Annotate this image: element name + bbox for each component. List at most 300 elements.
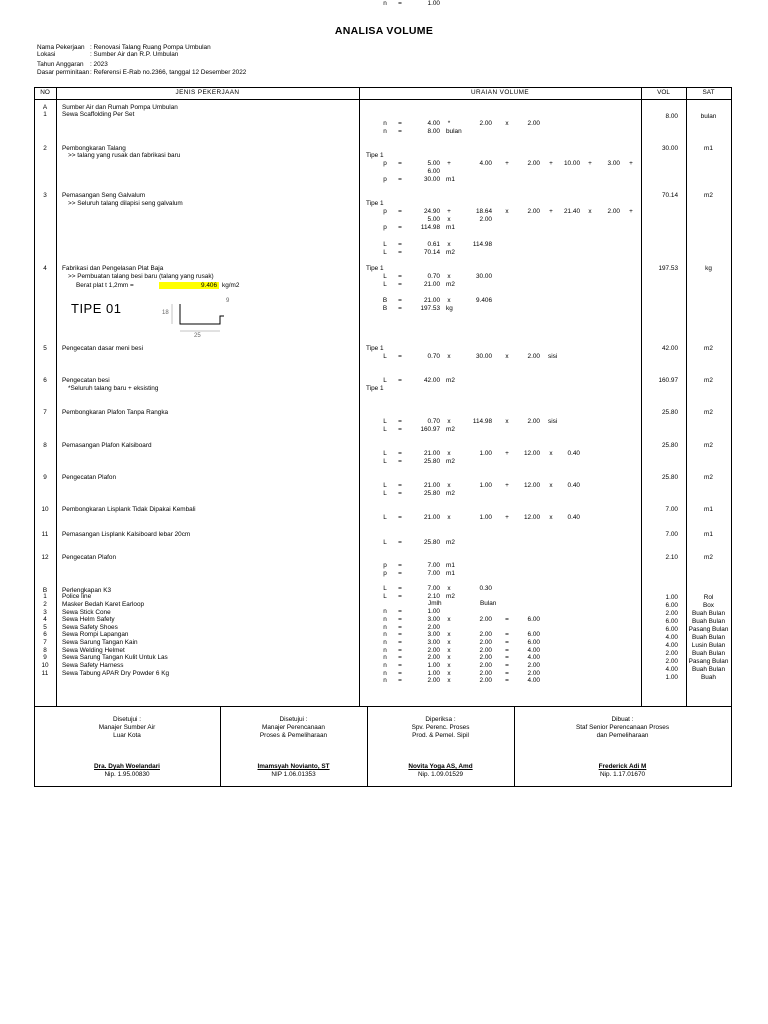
calc-token: = [398, 562, 402, 569]
col-divider-jenis [359, 87, 360, 706]
calc-token: 6.00 [527, 616, 540, 623]
calc-token: 160.97 [420, 426, 440, 433]
calc-token: 4.00 [527, 677, 540, 684]
calc-token: 30.00 [476, 353, 492, 360]
calc-token: 21.00 [424, 482, 440, 489]
calc-token: x [505, 208, 509, 215]
calc-token: n [383, 128, 387, 135]
item-description: >> Pembuatan talang besi baru (talang yang rusak) [68, 273, 214, 280]
volume-value: 2.00 [665, 658, 678, 665]
item-description: Pemasangan Seng Galvalum [62, 192, 146, 199]
item-number: 8 [43, 442, 47, 449]
calc-token: = [398, 249, 402, 256]
signature-role: Diperiksa : [425, 716, 456, 723]
calc-token: L [383, 585, 387, 592]
item-number: 11 [41, 670, 49, 677]
calc-token: = [398, 377, 402, 384]
calc-token: 2.00 [527, 208, 540, 215]
volume-value: 1.00 [665, 674, 678, 681]
calc-token: p [383, 176, 387, 183]
item-number: 4 [43, 265, 47, 272]
calc-token: x [447, 647, 451, 654]
calc-token: x [549, 482, 553, 489]
signature-nip: NIP 1.06.01353 [271, 771, 316, 778]
calc-token: + [629, 208, 633, 215]
calc-token: n [383, 120, 387, 127]
item-number: 3 [43, 192, 47, 199]
volume-unit: Buah Bulan [691, 634, 726, 641]
calc-token: = [398, 281, 402, 288]
volume-unit: m2 [704, 554, 713, 561]
info-value: : 2023 [90, 61, 108, 68]
volume-unit: m1 [704, 145, 713, 152]
calc-token: 0.70 [427, 418, 440, 425]
item-description: Masker Bedah Karet Earloop [62, 601, 145, 608]
volume-value: 4.00 [665, 634, 678, 641]
info-value: : Renovasi Talang Ruang Pompa Umbulan [90, 44, 211, 51]
calc-token: m2 [446, 539, 455, 546]
calc-token: p [383, 208, 387, 215]
plate-weight-label: Berat plat t 1,2mm = [76, 282, 134, 289]
calc-token: 2.00 [479, 654, 492, 661]
volume-unit: m1 [704, 531, 713, 538]
calc-token: L [383, 458, 387, 465]
calc-token: 21.00 [424, 450, 440, 457]
calc-token: 12.00 [524, 514, 540, 521]
item-description: Pembongkaran Talang [62, 145, 126, 152]
info-value: : Sumber Air dan R.P. Umbulan [90, 51, 179, 58]
col-divider-no [56, 87, 57, 706]
signature-name: Frederick Adi M [598, 763, 647, 770]
calc-token: 6.00 [527, 639, 540, 646]
volume-unit: Buah Bulan [691, 618, 726, 625]
calc-token: x [549, 450, 553, 457]
volume-value: 30.00 [662, 145, 678, 152]
calc-token: 42.00 [424, 377, 440, 384]
calc-token: + [447, 208, 451, 215]
calc-token: x [447, 654, 451, 661]
calc-token: = [398, 418, 402, 425]
item-description: Pengecatan Plafon [62, 554, 117, 561]
calc-token: 2.00 [427, 677, 440, 684]
calc-token: 24.90 [424, 208, 440, 215]
calc-token: = [398, 539, 402, 546]
volume-unit: Buah Bulan [691, 666, 726, 673]
calc-token: + [588, 160, 592, 167]
calc-token: 12.00 [524, 482, 540, 489]
volume-unit: m2 [704, 442, 713, 449]
item-number: 3 [43, 609, 47, 616]
calc-token: x [505, 120, 509, 127]
calc-token: 1.00 [479, 482, 492, 489]
calc-token: = [398, 662, 402, 669]
calc-token: 21.00 [424, 281, 440, 288]
volume-value: 25.80 [662, 409, 678, 416]
item-number: 6 [43, 377, 47, 384]
calc-token: 2.00 [527, 418, 540, 425]
signature-title: dan Pemeliharaan [596, 732, 649, 739]
calc-token: B [382, 305, 388, 312]
item-number: 9 [43, 654, 47, 661]
calc-token: x [447, 450, 451, 457]
calc-token: = [398, 273, 402, 280]
signature-title: Staf Senior Perencanaan Proses [575, 724, 670, 731]
calc-token: + [505, 160, 509, 167]
item-description: Sewa Safety Harness [62, 662, 124, 669]
calc-token: m2 [446, 490, 455, 497]
item-number: 7 [43, 409, 47, 416]
calc-token: 2.00 [527, 353, 540, 360]
calc-token: 2.00 [479, 639, 492, 646]
calc-token: L [383, 539, 387, 546]
calc-token: 2.00 [479, 662, 492, 669]
dim-lip-label: 9 [226, 298, 230, 304]
calc-token: = [398, 241, 402, 248]
calc-token: = [398, 305, 402, 312]
calc-token: n [383, 639, 387, 646]
calc-token: = [398, 353, 402, 360]
signature-name: Novita Yoga AS, Amd [408, 763, 473, 770]
info-label: Tahun Anggaran [37, 61, 84, 68]
calc-token: x [588, 208, 592, 215]
plate-weight-value: 9.406 [201, 282, 217, 289]
calc-token: = [505, 639, 509, 646]
item-description: *Seluruh talang baru + eksisting [68, 385, 159, 392]
calc-token: = [505, 647, 509, 654]
table-border-right [731, 87, 732, 787]
calc-token: p [383, 570, 387, 577]
calc-token: n [383, 624, 387, 631]
calc-token: x [447, 482, 451, 489]
info-label: Dasar perminitaan [37, 69, 90, 76]
calc-token: = [398, 297, 402, 304]
calc-token: 1.00 [427, 670, 440, 677]
calc-token: 2.00 [527, 670, 540, 677]
item-number: 1 [43, 593, 47, 600]
volume-value: 7.00 [665, 531, 678, 538]
calc-token: x [447, 353, 451, 360]
item-number: 6 [43, 631, 47, 638]
calc-token: 2.10 [427, 593, 440, 600]
calc-token: = [398, 677, 402, 684]
calc-token: 2.00 [479, 647, 492, 654]
calc-token: + [629, 160, 633, 167]
calc-token: 1.00 [427, 608, 440, 615]
item-description: Sewa Scaffolding Per Set [62, 111, 135, 118]
calc-token: 18.64 [476, 208, 492, 215]
calc-token: L [383, 273, 387, 280]
calc-token: = [398, 224, 402, 231]
volume-unit: m2 [704, 192, 713, 199]
volume-value: 42.00 [662, 345, 678, 352]
signature-role: Dibuat : [611, 716, 634, 723]
calc-token: 1.00 [427, 662, 440, 669]
calc-token: x [447, 677, 451, 684]
calc-token: L [383, 593, 387, 600]
item-description: >> Seluruh talang dilapisi seng galvalum [68, 200, 183, 207]
calc-token: x [447, 631, 451, 638]
calc-token: 25.80 [424, 490, 440, 497]
calc-token: 3.00 [427, 631, 440, 638]
item-description: Pengecatan besi [62, 377, 110, 384]
calc-token: + [505, 450, 509, 457]
calc-token: + [549, 160, 553, 167]
calc-token: 9.406 [476, 297, 492, 304]
calc-token: + [447, 160, 451, 167]
calc-token: = [505, 677, 509, 684]
volume-unit: bulan [700, 113, 717, 120]
calc-token: 70.14 [424, 249, 440, 256]
volume-unit: Pasang Bulan [688, 658, 729, 665]
calc-token: n [383, 654, 387, 661]
col-header-jenis: JENIS PEKERJAAN [175, 89, 240, 96]
calc-token: 114.98 [472, 241, 492, 248]
item-number: 12 [41, 554, 49, 561]
volume-unit: m2 [704, 474, 713, 481]
item-number: 2 [43, 601, 47, 608]
volume-value: 25.80 [662, 442, 678, 449]
volume-value: 197.53 [658, 265, 678, 272]
calc-token: n [383, 647, 387, 654]
calc-token: 114.98 [420, 224, 440, 231]
calc-token: = [398, 160, 402, 167]
calc-token: Tipe 1 [366, 200, 384, 207]
calc-token: = [398, 514, 402, 521]
calc-token: 2.00 [427, 654, 440, 661]
volume-value: 2.00 [665, 650, 678, 657]
calc-token: n [383, 608, 387, 615]
volume-unit: m2 [704, 377, 713, 384]
item-description: Police line [62, 593, 92, 600]
signature-name: Imamsyah Novianto, ST [257, 763, 330, 770]
calc-token: = [398, 570, 402, 577]
item-description: Sumber Air dan Rumah Pompa Umbulan [62, 104, 178, 111]
volume-unit: Buah Bulan [691, 610, 726, 617]
calc-token: m2 [446, 281, 455, 288]
item-description: Pembongkaran Lisplank Tidak Dipakai Kembali [62, 506, 196, 513]
calc-token: x [447, 662, 451, 669]
calc-token: n [383, 631, 387, 638]
calc-token: 0.40 [567, 450, 580, 457]
calc-token: 6.00 [427, 168, 440, 175]
calc-token: m1 [446, 570, 455, 577]
calc-token: x [447, 514, 451, 521]
volume-unit: Buah Bulan [691, 650, 726, 657]
calc-token: L [383, 418, 387, 425]
volume-unit: m2 [704, 409, 713, 416]
calc-token: n [383, 616, 387, 623]
calc-token: 21.00 [424, 297, 440, 304]
calc-token: bulan [446, 128, 462, 135]
calc-token: = [398, 482, 402, 489]
calc-token: 30.00 [424, 176, 440, 183]
calc-token: * [447, 120, 451, 127]
calc-token: 7.00 [427, 585, 440, 592]
volume-value: 25.80 [662, 474, 678, 481]
volume-value: 7.00 [665, 506, 678, 513]
calc-token: Tipe 1 [366, 345, 384, 352]
signature-nip: Nip. 1.17.01670 [599, 771, 646, 778]
signature-title: Spv. Perenc. Proses [411, 724, 470, 731]
calc-token: p [383, 160, 387, 167]
calc-token: = [398, 639, 402, 646]
calc-token: 1.00 [427, 0, 440, 7]
calc-token: kg [446, 305, 453, 312]
item-number: 4 [43, 616, 47, 623]
calc-token: = [398, 631, 402, 638]
calc-token: Jmlh [428, 600, 442, 607]
signature-name: Dra. Dyah Woelandari [94, 763, 160, 770]
calc-token: 0.70 [427, 273, 440, 280]
volume-value: 4.00 [665, 642, 678, 649]
calc-token: L [383, 377, 387, 384]
col-header-uraian: URAIAN VOLUME [470, 89, 530, 96]
item-description: Perlengkapan K3 [62, 587, 112, 594]
calc-token: = [398, 647, 402, 654]
drawing-label: TIPE 01 [71, 301, 122, 316]
calc-token: 4.00 [527, 647, 540, 654]
calc-token: m2 [446, 593, 455, 600]
item-description: Sewa Safety Shoes [62, 624, 118, 631]
calc-token: L [383, 241, 387, 248]
calc-token: Tipe 1 [366, 385, 384, 392]
calc-token: 25.80 [424, 539, 440, 546]
item-number: 9 [43, 474, 47, 481]
item-number: 8 [43, 647, 47, 654]
calc-token: = [398, 608, 402, 615]
calc-token: 1.00 [479, 514, 492, 521]
calc-token: = [398, 208, 402, 215]
calc-token: 0.40 [567, 482, 580, 489]
volume-value: 8.00 [665, 113, 678, 120]
calc-token: = [505, 631, 509, 638]
calc-token: 4.00 [527, 654, 540, 661]
volume-unit: Lusin Bulan [691, 642, 726, 649]
item-number: 5 [43, 624, 47, 631]
calc-token: 197.53 [420, 305, 440, 312]
signature-nip: Nip. 1.09.01529 [417, 771, 464, 778]
calc-token: L [383, 450, 387, 457]
signature-title: Manajer Perencanaan [262, 724, 325, 731]
calc-token: 2.00 [479, 216, 492, 223]
calc-token: m2 [446, 458, 455, 465]
item-number: 5 [43, 345, 47, 352]
item-description: Pengecatan Plafon [62, 474, 117, 481]
calc-token: 2.00 [479, 616, 492, 623]
calc-token: = [398, 593, 402, 600]
calc-token: = [505, 670, 509, 677]
calc-token: 4.00 [427, 120, 440, 127]
item-description: Sewa Sarung Tangan Kain [62, 639, 138, 646]
calc-token: Tipe 1 [366, 152, 384, 159]
calc-token: n [383, 0, 387, 7]
info-label: Lokasi [37, 51, 56, 58]
volume-value: 4.00 [665, 666, 678, 673]
calc-token: 5.00 [427, 216, 440, 223]
table-border-top [34, 87, 732, 88]
item-number: B [42, 587, 48, 594]
calc-token: 10.00 [564, 160, 580, 167]
calc-token: n [383, 670, 387, 677]
calc-token: = [398, 450, 402, 457]
calc-token: L [383, 482, 387, 489]
calc-token: 30.00 [476, 273, 492, 280]
calc-token: L [383, 426, 387, 433]
calc-token: = [398, 585, 402, 592]
volume-unit: m1 [704, 506, 713, 513]
item-number: 7 [43, 639, 47, 646]
calc-token: = [398, 624, 402, 631]
volume-unit: m2 [704, 345, 713, 352]
page-title: ANALISA VOLUME [334, 25, 434, 37]
calc-token: 3.00 [427, 616, 440, 623]
calc-token: Bulan [480, 600, 497, 607]
calc-token: n [383, 662, 387, 669]
calc-token: + [505, 514, 509, 521]
volume-unit: Box [702, 602, 714, 609]
item-number: 11 [41, 531, 49, 538]
calc-token: x [447, 670, 451, 677]
calc-token: Tipe 1 [366, 265, 384, 272]
calc-token: m1 [446, 562, 455, 569]
calc-token: sisi [548, 418, 558, 425]
calc-token: = [398, 426, 402, 433]
calc-token: 2.00 [527, 160, 540, 167]
volume-value: 2.00 [665, 610, 678, 617]
calc-token: 25.80 [424, 458, 440, 465]
calc-token: x [447, 616, 451, 623]
calc-token: 5.00 [427, 160, 440, 167]
calc-token: sisi [548, 353, 558, 360]
calc-token: m2 [446, 377, 455, 384]
calc-token: 21.00 [424, 514, 440, 521]
calc-token: x [447, 297, 451, 304]
volume-unit: Pasang Bulan [688, 626, 729, 633]
calc-token: = [505, 662, 509, 669]
calc-token: m1 [446, 176, 455, 183]
item-description: Sewa Tabung APAR Dry Powder 6 Kg [62, 670, 170, 677]
volume-value: 6.00 [665, 602, 678, 609]
calc-token: x [447, 241, 451, 248]
calc-token: = [398, 490, 402, 497]
signature-title: Proses & Pemeliharaan [259, 732, 328, 739]
calc-token: = [505, 616, 509, 623]
calc-token: 2.00 [479, 677, 492, 684]
signature-role: Disetujui : [279, 716, 308, 723]
volume-unit: Buah [701, 674, 716, 681]
calc-token: 2.00 [479, 120, 492, 127]
signature-title: Luar Kota [113, 732, 141, 739]
calc-token: 0.40 [567, 514, 580, 521]
calc-token: 4.00 [479, 160, 492, 167]
plate-weight-unit: kg/m2 [222, 282, 240, 289]
signature-nip: Nip. 1.95.00830 [104, 771, 150, 778]
calc-token: L [383, 249, 387, 256]
calc-token: L [383, 514, 387, 521]
item-description: Pengecatan dasar meni besi [62, 345, 144, 352]
calc-token: 2.00 [479, 631, 492, 638]
calc-token: 2.00 [479, 670, 492, 677]
item-description: Pembongkaran Plafon Tanpa Rangka [62, 409, 169, 416]
calc-token: 0.61 [427, 241, 440, 248]
calc-token: 7.00 [427, 570, 440, 577]
item-number: 10 [41, 662, 49, 669]
item-description: Fabrikasi dan Pengelasan Plat Baja [62, 265, 164, 272]
col-header-sat: SAT [702, 89, 715, 96]
volume-value: 2.10 [665, 554, 678, 561]
volume-value: 6.00 [665, 626, 678, 633]
calc-token: = [398, 458, 402, 465]
